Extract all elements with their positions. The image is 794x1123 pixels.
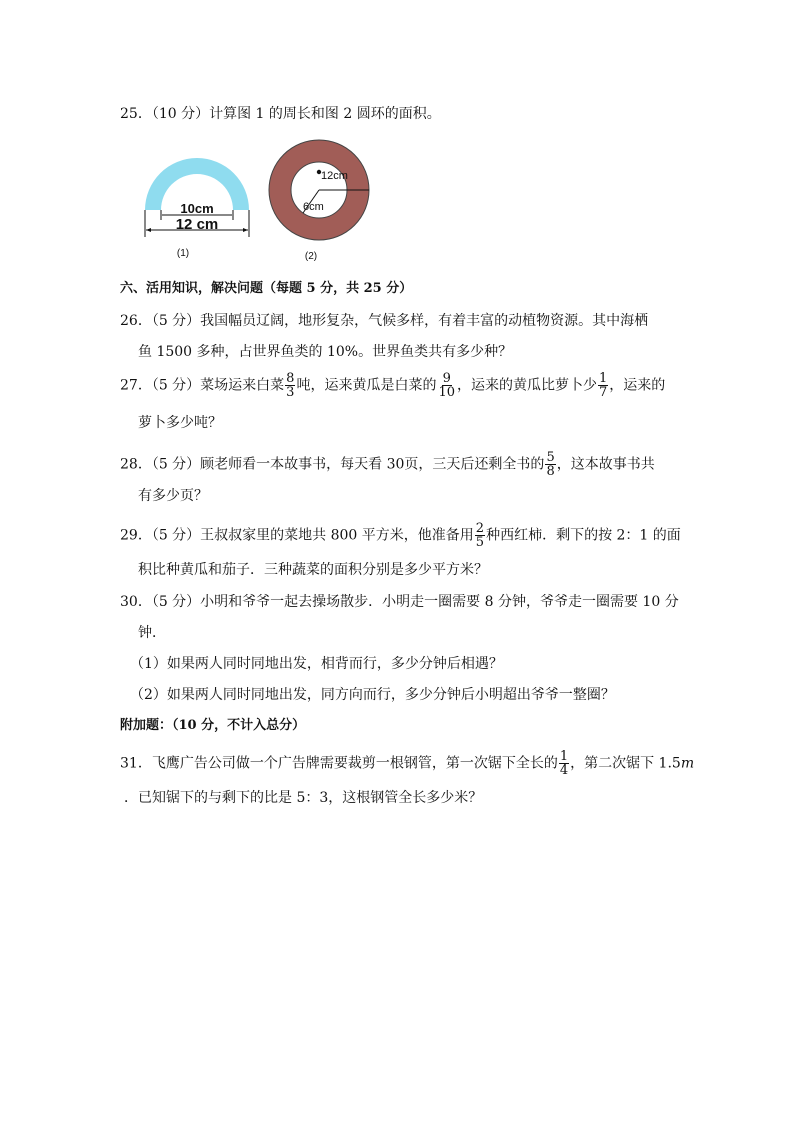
q27-line2: 萝卜多少吨？ bbox=[138, 415, 222, 431]
figure-2-ring bbox=[265, 138, 375, 266]
q31-line1 bbox=[120, 750, 694, 777]
q28-line1 bbox=[120, 451, 655, 478]
q31-part1: 31．飞鹰广告公司做一个广告牌需要裁剪一根钢管，第一次锯下全长的 bbox=[120, 755, 558, 772]
q25-text: 25．（10 分）计算图 1 的周长和图 2 圆环的面积。 bbox=[120, 106, 441, 122]
q28-fraction: $\frac{5}{8}$ bbox=[546, 450, 555, 479]
q31-part2: ，第二次锯下 1.5 bbox=[570, 755, 681, 772]
bonus-heading: 附加题：（10 分，不计入总分） bbox=[120, 718, 306, 733]
section-6-heading: 六、活用知识，解决问题（每题 5 分，共 25 分） bbox=[120, 281, 413, 296]
q30-line1: 30．（5 分）小明和爷爷一起去操场散步．小明走一圈需要 8 分钟，爷爷走一圈需要 10 分 bbox=[120, 594, 679, 610]
q30-line2: 钟． bbox=[138, 625, 166, 641]
q27-fraction-2: $\frac{9}{10}$ bbox=[438, 371, 455, 400]
arch-inner-label: 10cm bbox=[180, 201, 214, 216]
q29-line1 bbox=[120, 522, 681, 549]
q29-part2: 种西红柿．剩下的按 2：1 的面 bbox=[486, 527, 681, 544]
q28-part2: ，这本故事书共 bbox=[556, 456, 655, 473]
q31-unit: m bbox=[680, 755, 695, 772]
arch-outer-label: 12 cm bbox=[175, 216, 219, 233]
q26-line2: 鱼 1500 多种，占世界鱼类的 10%。世界鱼类共有多少种？ bbox=[138, 344, 513, 360]
q27-fraction-1: $\frac{8}{3}$ bbox=[286, 371, 295, 400]
q29-fraction: $\frac{2}{5}$ bbox=[475, 521, 485, 550]
q27-part1: 27．（5 分）菜场运来白菜 bbox=[120, 377, 285, 394]
q28-part1: 28．（5 分）顾老师看一本故事书，每天看 30页，三天后还剩全书的 bbox=[120, 456, 545, 473]
fig2-caption: (2) bbox=[304, 251, 318, 262]
q27-line1 bbox=[120, 372, 665, 399]
q30-sub2: （2）如果两人同时同地出发，同方向而行，多少分钟后小明超出爷爷一整圈？ bbox=[130, 687, 615, 703]
ring-inner-label: 6cm bbox=[303, 201, 324, 213]
q27-part4: ，运来的 bbox=[609, 377, 666, 394]
q29-part1: 29．（5 分）王叔叔家里的菜地共 800 平方米，他准备用 bbox=[120, 527, 474, 544]
q27-part3: ，运来的黄瓜比萝卜少 bbox=[457, 377, 597, 394]
q29-line2: 积比种黄瓜和茄子．三种蔬菜的面积分别是多少平方米？ bbox=[138, 562, 488, 578]
figure-1-arch bbox=[135, 140, 260, 265]
q31-line2: ．已知锯下的与剩下的比是 5：3，这根钢管全长多少米？ bbox=[124, 790, 483, 806]
q27-part2: 吨，运来黄瓜是白菜的 bbox=[296, 377, 437, 394]
ring-outer-label: 12cm bbox=[321, 170, 348, 182]
q26-line1: 26．（5 分）我国幅员辽阔，地形复杂，气候多样，有着丰富的动植物资源。其中海栖 bbox=[120, 313, 649, 329]
q31-fraction: $\frac{1}{4}$ bbox=[559, 749, 569, 778]
q30-sub1: （1）如果两人同时同地出发，相背而行，多少分钟后相遇？ bbox=[130, 656, 503, 672]
q27-fraction-3: $\frac{1}{7}$ bbox=[599, 371, 608, 400]
q28-line2: 有多少页？ bbox=[138, 488, 208, 504]
fig1-caption: (1) bbox=[176, 248, 190, 259]
